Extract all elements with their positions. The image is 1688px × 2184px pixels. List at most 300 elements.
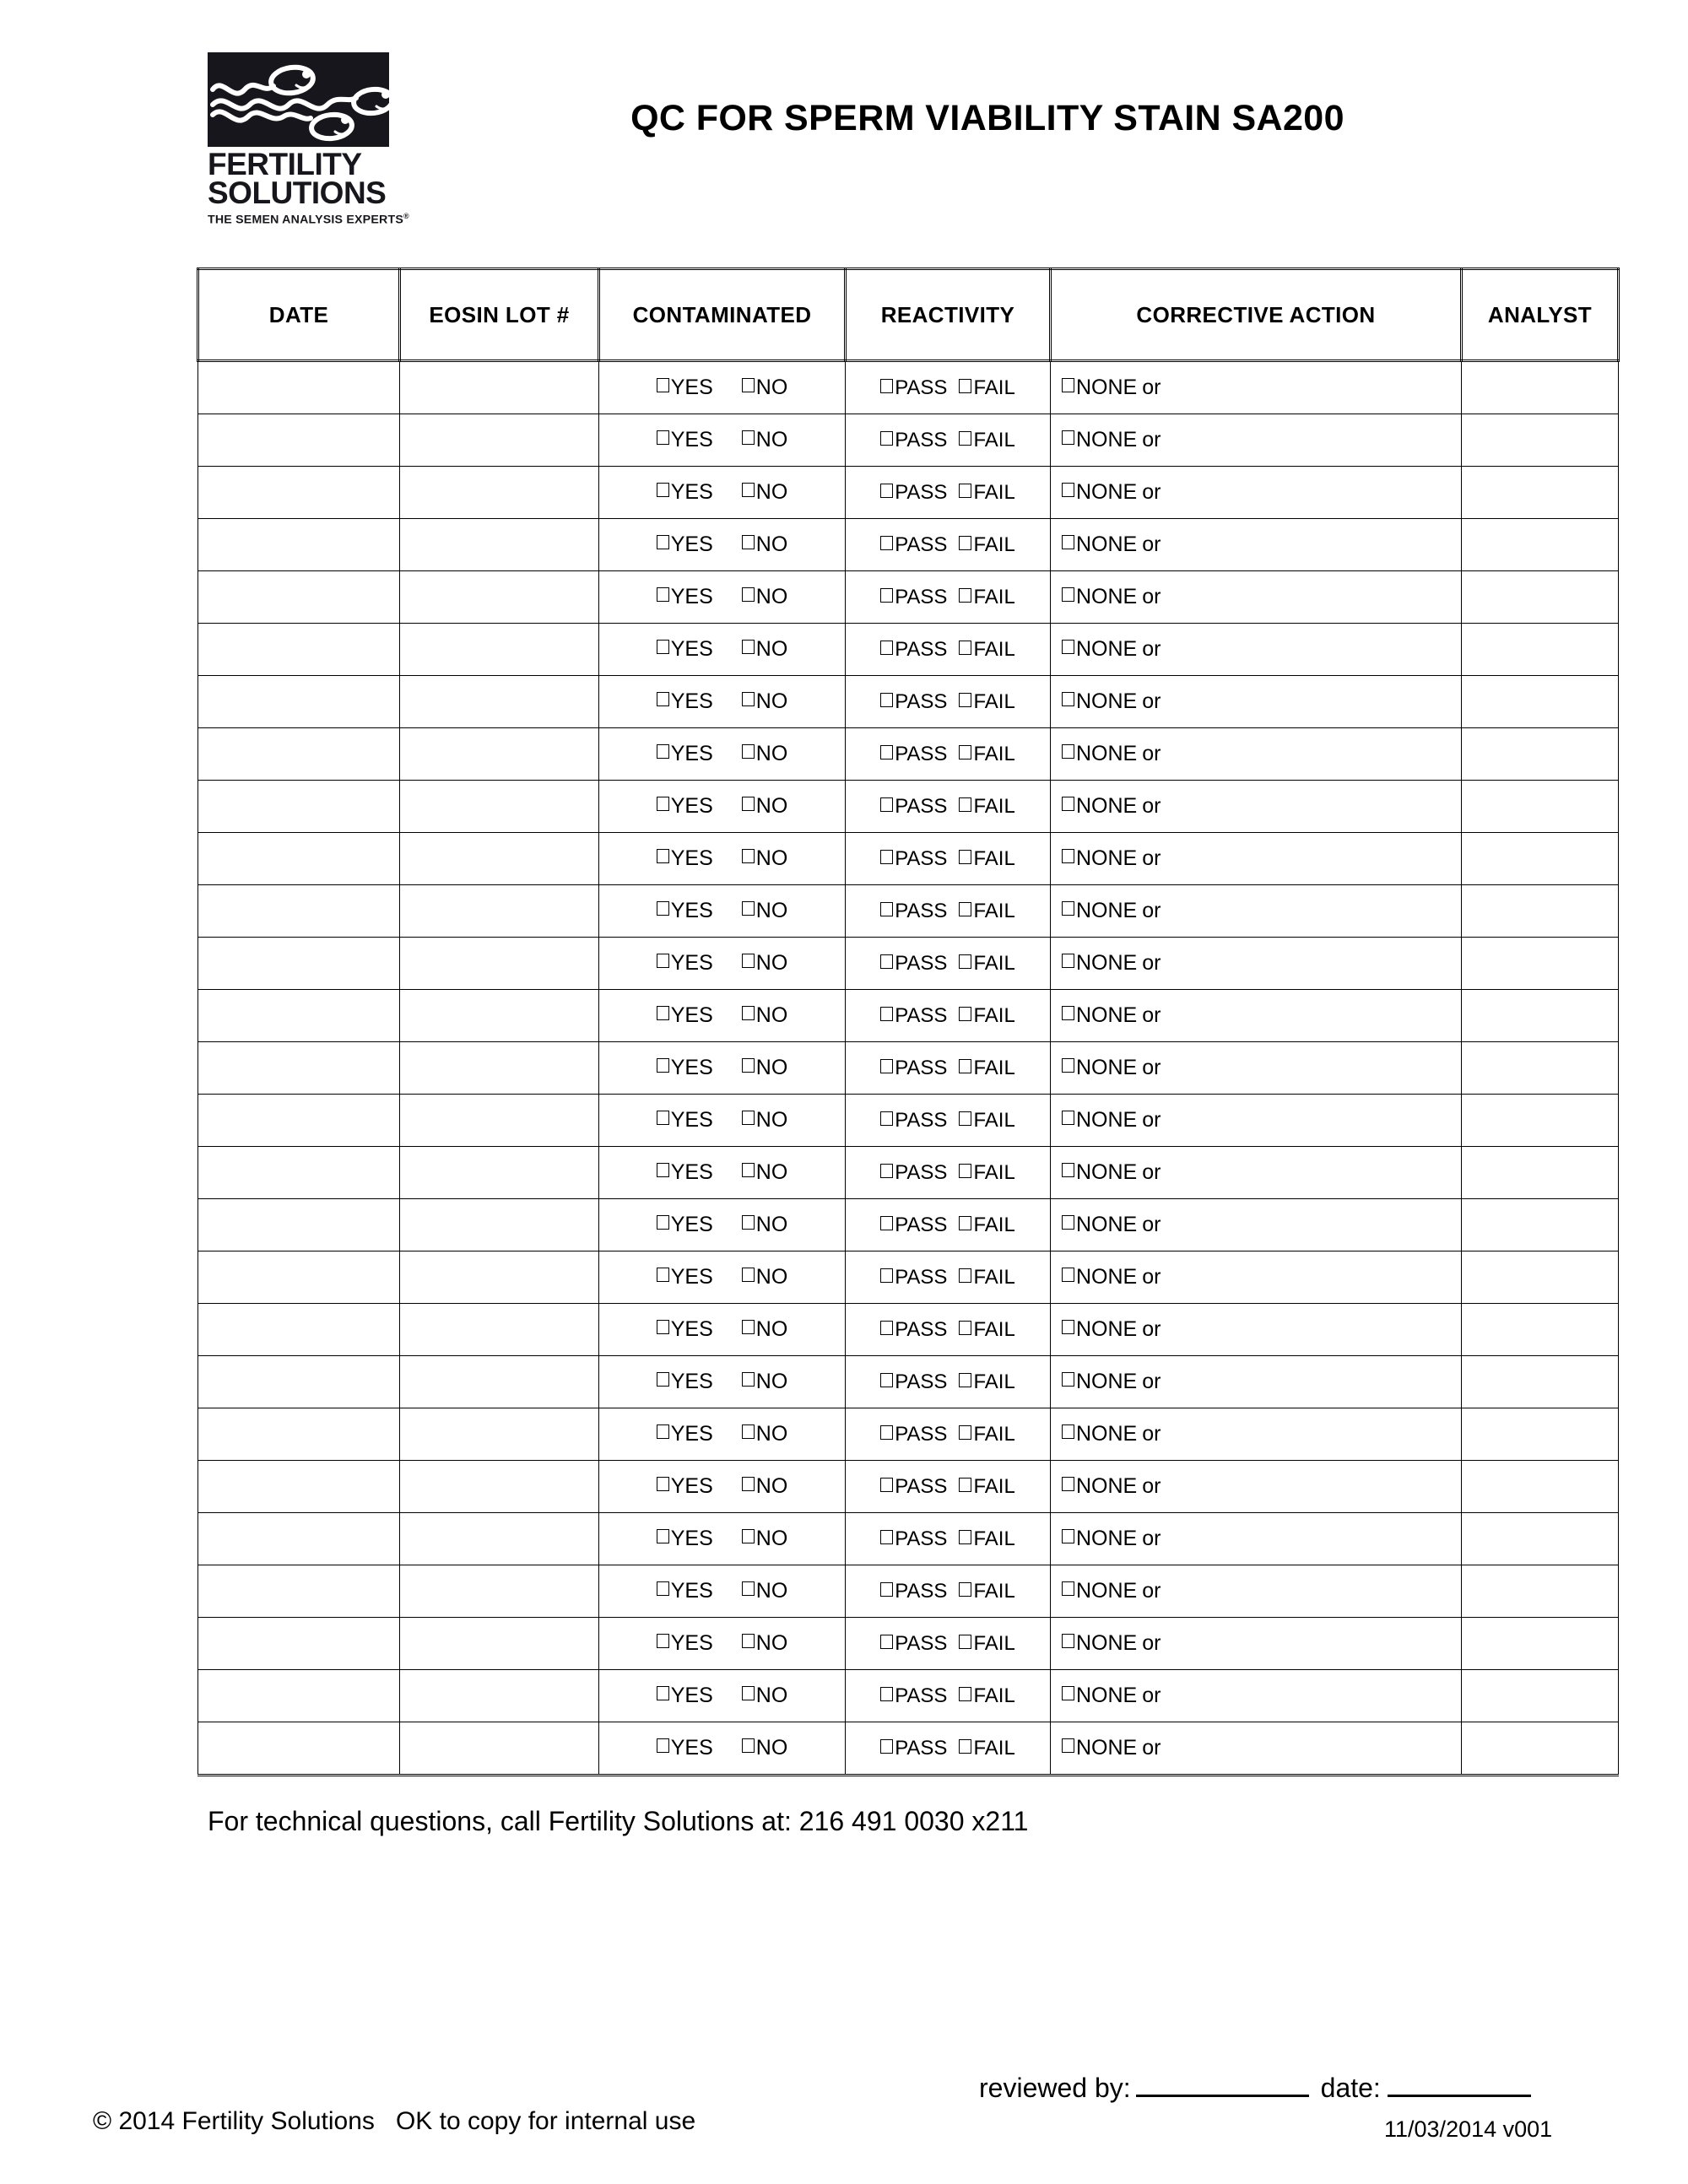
checkbox-icon[interactable] [959, 484, 971, 498]
reactivity-fail-option[interactable] [959, 1738, 1014, 1759]
checkbox-icon[interactable] [880, 379, 893, 393]
contaminated-yes-option[interactable] [657, 1057, 713, 1078]
checkbox-icon[interactable] [657, 1320, 669, 1334]
cell-eosin-lot[interactable] [400, 1304, 599, 1356]
corrective-action-none-option[interactable] [1062, 796, 1137, 817]
checkbox-icon[interactable] [657, 430, 669, 445]
cell-date[interactable] [198, 1408, 400, 1461]
checkbox-icon[interactable] [657, 1006, 669, 1020]
checkbox-icon[interactable] [742, 535, 755, 549]
cell-analyst[interactable] [1462, 571, 1619, 624]
checkbox-icon[interactable] [1062, 1634, 1074, 1648]
reactivity-pass-option[interactable] [880, 587, 947, 608]
cell-corrective-action[interactable] [1051, 1095, 1462, 1147]
cell-corrective-action[interactable] [1051, 1408, 1462, 1461]
contaminated-no-option[interactable] [742, 639, 788, 660]
cell-date[interactable] [198, 1356, 400, 1408]
cell-analyst[interactable] [1462, 1513, 1619, 1565]
contaminated-no-option[interactable] [742, 534, 788, 555]
checkbox-icon[interactable] [880, 1582, 893, 1597]
checkbox-icon[interactable] [742, 1686, 755, 1700]
contaminated-no-option[interactable] [742, 796, 788, 817]
checkbox-icon[interactable] [657, 901, 669, 916]
corrective-action-none-option[interactable] [1062, 900, 1137, 922]
cell-date[interactable] [198, 1199, 400, 1251]
cell-corrective-action[interactable] [1051, 1199, 1462, 1251]
corrective-action-none-option[interactable] [1062, 743, 1137, 765]
cell-analyst[interactable] [1462, 1199, 1619, 1251]
contaminated-no-option[interactable] [742, 482, 788, 503]
corrective-action-none-option[interactable] [1062, 1005, 1137, 1026]
reactivity-fail-option[interactable] [959, 1160, 1015, 1184]
checkbox-icon[interactable] [742, 1372, 755, 1387]
reactivity-pass-option[interactable] [880, 1265, 948, 1289]
checkbox-icon[interactable] [880, 1268, 893, 1283]
reactivity-pass-option[interactable] [880, 378, 947, 398]
cell-corrective-action[interactable] [1051, 1147, 1462, 1199]
cell-date[interactable] [198, 728, 400, 781]
contaminated-no-option[interactable] [742, 1476, 788, 1497]
checkbox-icon[interactable] [959, 1059, 971, 1073]
checkbox-icon[interactable] [742, 1058, 755, 1073]
cell-corrective-action[interactable] [1051, 1042, 1462, 1095]
contaminated-yes-option[interactable] [657, 377, 713, 398]
corrective-action-none-option[interactable] [1062, 1319, 1137, 1340]
checkbox-icon[interactable] [880, 484, 893, 498]
corrective-action-none-option[interactable] [1062, 534, 1137, 555]
checkbox-icon[interactable] [1062, 1529, 1074, 1543]
cell-corrective-action[interactable] [1051, 414, 1462, 467]
checkbox-icon[interactable] [742, 797, 755, 811]
corrective-action-none-option[interactable] [1062, 1267, 1137, 1288]
cell-date[interactable] [198, 571, 400, 624]
checkbox-icon[interactable] [742, 1111, 755, 1125]
contaminated-no-option[interactable] [742, 1633, 788, 1654]
checkbox-icon[interactable] [880, 1164, 893, 1178]
cell-eosin-lot[interactable] [400, 1565, 599, 1618]
reactivity-pass-option[interactable] [880, 480, 948, 504]
checkbox-icon[interactable] [959, 379, 971, 393]
checkbox-icon[interactable] [959, 1635, 971, 1649]
contaminated-yes-option[interactable] [657, 1371, 713, 1392]
reactivity-pass-option[interactable] [880, 1317, 948, 1341]
checkbox-icon[interactable] [657, 1581, 669, 1596]
reactivity-pass-option[interactable] [880, 1631, 948, 1655]
cell-corrective-action[interactable] [1051, 519, 1462, 571]
checkbox-icon[interactable] [1062, 1163, 1074, 1177]
contaminated-yes-option[interactable] [657, 1476, 713, 1497]
checkbox-icon[interactable] [959, 1164, 971, 1178]
checkbox-icon[interactable] [880, 745, 893, 760]
reactivity-fail-option[interactable] [959, 1474, 1015, 1498]
cell-date[interactable] [198, 1618, 400, 1670]
corrective-action-none-option[interactable] [1062, 1424, 1137, 1445]
checkbox-icon[interactable] [880, 1739, 893, 1754]
cell-date[interactable] [198, 1042, 400, 1095]
checkbox-icon[interactable] [742, 430, 755, 445]
checkbox-icon[interactable] [657, 1477, 669, 1491]
checkbox-icon[interactable] [742, 1215, 755, 1230]
cell-eosin-lot[interactable] [400, 1513, 599, 1565]
contaminated-yes-option[interactable] [657, 1319, 713, 1340]
cell-date[interactable] [198, 624, 400, 676]
corrective-action-none-option[interactable] [1062, 430, 1137, 451]
checkbox-icon[interactable] [959, 1268, 971, 1283]
reactivity-pass-option[interactable] [880, 430, 947, 451]
contaminated-yes-option[interactable] [657, 587, 713, 608]
reactivity-pass-option[interactable] [880, 532, 948, 556]
contaminated-no-option[interactable] [742, 1371, 788, 1392]
checkbox-icon[interactable] [657, 535, 669, 549]
corrective-action-none-option[interactable] [1062, 377, 1137, 398]
checkbox-icon[interactable] [742, 1738, 755, 1753]
contaminated-no-option[interactable] [742, 743, 788, 765]
review-date-blank[interactable] [1388, 2095, 1531, 2097]
reactivity-fail-option[interactable] [959, 689, 1015, 713]
cell-eosin-lot[interactable] [400, 1251, 599, 1304]
contaminated-yes-option[interactable] [657, 482, 713, 503]
checkbox-icon[interactable] [657, 849, 669, 863]
contaminated-no-option[interactable] [742, 1738, 788, 1759]
reactivity-fail-option[interactable] [959, 430, 1014, 451]
checkbox-icon[interactable] [657, 483, 669, 497]
cell-date[interactable] [198, 1147, 400, 1199]
reactivity-pass-option[interactable] [880, 1160, 948, 1184]
cell-date[interactable] [198, 676, 400, 728]
cell-date[interactable] [198, 519, 400, 571]
cell-eosin-lot[interactable] [400, 885, 599, 938]
contaminated-no-option[interactable] [742, 1057, 788, 1078]
checkbox-icon[interactable] [742, 692, 755, 706]
checkbox-icon[interactable] [657, 587, 669, 602]
contaminated-no-option[interactable] [742, 1162, 788, 1183]
checkbox-icon[interactable] [959, 850, 971, 864]
cell-eosin-lot[interactable] [400, 1408, 599, 1461]
checkbox-icon[interactable] [959, 431, 971, 446]
contaminated-yes-option[interactable] [657, 1110, 713, 1131]
checkbox-icon[interactable] [959, 1373, 971, 1387]
checkbox-icon[interactable] [742, 1477, 755, 1491]
contaminated-yes-option[interactable] [657, 1633, 713, 1654]
reactivity-fail-option[interactable] [959, 1317, 1015, 1341]
cell-corrective-action[interactable] [1051, 1304, 1462, 1356]
reactivity-fail-option[interactable] [959, 1058, 1014, 1078]
reactivity-fail-option[interactable] [959, 1108, 1015, 1132]
checkbox-icon[interactable] [880, 1635, 893, 1649]
checkbox-icon[interactable] [657, 954, 669, 968]
checkbox-icon[interactable] [742, 640, 755, 654]
cell-date[interactable] [198, 1461, 400, 1513]
checkbox-icon[interactable] [742, 378, 755, 392]
cell-corrective-action[interactable] [1051, 1565, 1462, 1618]
cell-analyst[interactable] [1462, 990, 1619, 1042]
checkbox-icon[interactable] [880, 536, 893, 550]
cell-date[interactable] [198, 1670, 400, 1722]
corrective-action-none-option[interactable] [1062, 1738, 1137, 1759]
cell-date[interactable] [198, 1304, 400, 1356]
contaminated-yes-option[interactable] [657, 1267, 713, 1288]
checkbox-icon[interactable] [1062, 640, 1074, 654]
checkbox-icon[interactable] [742, 483, 755, 497]
cell-analyst[interactable] [1462, 1670, 1619, 1722]
cell-eosin-lot[interactable] [400, 1461, 599, 1513]
checkbox-icon[interactable] [959, 693, 971, 707]
checkbox-icon[interactable] [1062, 378, 1074, 392]
checkbox-icon[interactable] [1062, 535, 1074, 549]
checkbox-icon[interactable] [880, 1687, 893, 1701]
cell-analyst[interactable] [1462, 1304, 1619, 1356]
contaminated-yes-option[interactable] [657, 1738, 713, 1759]
checkbox-icon[interactable] [657, 1738, 669, 1753]
checkbox-icon[interactable] [1062, 1320, 1074, 1334]
checkbox-icon[interactable] [959, 1582, 971, 1597]
checkbox-icon[interactable] [880, 1373, 893, 1387]
contaminated-yes-option[interactable] [657, 1005, 713, 1026]
cell-corrective-action[interactable] [1051, 467, 1462, 519]
checkbox-icon[interactable] [1062, 1738, 1074, 1753]
cell-corrective-action[interactable] [1051, 885, 1462, 938]
checkbox-icon[interactable] [742, 1006, 755, 1020]
cell-date[interactable] [198, 467, 400, 519]
reactivity-fail-option[interactable] [959, 378, 1014, 398]
cell-corrective-action[interactable] [1051, 1722, 1462, 1776]
cell-analyst[interactable] [1462, 519, 1619, 571]
checkbox-icon[interactable] [657, 692, 669, 706]
checkbox-icon[interactable] [742, 1634, 755, 1648]
cell-analyst[interactable] [1462, 361, 1619, 414]
checkbox-icon[interactable] [959, 1425, 971, 1440]
cell-date[interactable] [198, 833, 400, 885]
cell-analyst[interactable] [1462, 676, 1619, 728]
corrective-action-none-option[interactable] [1062, 1581, 1137, 1602]
checkbox-icon[interactable] [1062, 1006, 1074, 1020]
cell-eosin-lot[interactable] [400, 1042, 599, 1095]
checkbox-icon[interactable] [657, 1163, 669, 1177]
checkbox-icon[interactable] [742, 587, 755, 602]
contaminated-yes-option[interactable] [657, 900, 713, 922]
checkbox-icon[interactable] [742, 849, 755, 863]
contaminated-yes-option[interactable] [657, 953, 713, 974]
contaminated-yes-option[interactable] [657, 796, 713, 817]
checkbox-icon[interactable] [1062, 849, 1074, 863]
checkbox-icon[interactable] [1062, 1058, 1074, 1073]
checkbox-icon[interactable] [880, 641, 893, 655]
reactivity-fail-option[interactable] [959, 1424, 1014, 1445]
cell-eosin-lot[interactable] [400, 728, 599, 781]
checkbox-icon[interactable] [959, 954, 971, 969]
reactivity-pass-option[interactable] [880, 1529, 947, 1549]
reactivity-pass-option[interactable] [880, 1058, 947, 1078]
contaminated-no-option[interactable] [742, 1110, 788, 1131]
corrective-action-none-option[interactable] [1062, 639, 1137, 660]
cell-analyst[interactable] [1462, 1095, 1619, 1147]
checkbox-icon[interactable] [1062, 1372, 1074, 1387]
contaminated-no-option[interactable] [742, 1267, 788, 1288]
reactivity-fail-option[interactable] [959, 744, 1014, 765]
reactivity-pass-option[interactable] [880, 1003, 948, 1027]
checkbox-icon[interactable] [880, 1530, 893, 1544]
contaminated-no-option[interactable] [742, 848, 788, 869]
cell-analyst[interactable] [1462, 1356, 1619, 1408]
checkbox-icon[interactable] [880, 902, 893, 916]
corrective-action-none-option[interactable] [1062, 1162, 1137, 1183]
reactivity-fail-option[interactable] [959, 901, 1014, 922]
cell-corrective-action[interactable] [1051, 1670, 1462, 1722]
checkbox-icon[interactable] [959, 1739, 971, 1754]
reactivity-fail-option[interactable] [959, 532, 1015, 556]
checkbox-icon[interactable] [742, 1581, 755, 1596]
checkbox-icon[interactable] [742, 1529, 755, 1543]
checkbox-icon[interactable] [1062, 1268, 1074, 1282]
checkbox-icon[interactable] [657, 1372, 669, 1387]
corrective-action-none-option[interactable] [1062, 1476, 1137, 1497]
cell-corrective-action[interactable] [1051, 361, 1462, 414]
checkbox-icon[interactable] [1062, 1111, 1074, 1125]
cell-date[interactable] [198, 1095, 400, 1147]
reactivity-fail-option[interactable] [959, 1529, 1014, 1549]
contaminated-yes-option[interactable] [657, 534, 713, 555]
checkbox-icon[interactable] [959, 536, 971, 550]
cell-analyst[interactable] [1462, 1408, 1619, 1461]
reactivity-fail-option[interactable] [959, 1215, 1014, 1235]
cell-analyst[interactable] [1462, 781, 1619, 833]
checkbox-icon[interactable] [880, 431, 893, 446]
checkbox-icon[interactable] [657, 1111, 669, 1125]
contaminated-no-option[interactable] [742, 691, 788, 712]
contaminated-yes-option[interactable] [657, 1162, 713, 1183]
corrective-action-none-option[interactable] [1062, 1685, 1137, 1706]
contaminated-no-option[interactable] [742, 1319, 788, 1340]
contaminated-no-option[interactable] [742, 430, 788, 451]
checkbox-icon[interactable] [959, 797, 971, 812]
cell-corrective-action[interactable] [1051, 1251, 1462, 1304]
checkbox-icon[interactable] [880, 693, 893, 707]
reactivity-fail-option[interactable] [959, 951, 1015, 975]
checkbox-icon[interactable] [880, 850, 893, 864]
checkbox-icon[interactable] [959, 1111, 971, 1126]
cell-date[interactable] [198, 990, 400, 1042]
checkbox-icon[interactable] [657, 797, 669, 811]
checkbox-icon[interactable] [1062, 954, 1074, 968]
checkbox-icon[interactable] [959, 1530, 971, 1544]
corrective-action-none-option[interactable] [1062, 691, 1137, 712]
reactivity-fail-option[interactable] [959, 587, 1014, 608]
checkbox-icon[interactable] [880, 1007, 893, 1021]
cell-analyst[interactable] [1462, 938, 1619, 990]
checkbox-icon[interactable] [880, 797, 893, 812]
checkbox-icon[interactable] [959, 1478, 971, 1492]
cell-analyst[interactable] [1462, 414, 1619, 467]
cell-analyst[interactable] [1462, 467, 1619, 519]
checkbox-icon[interactable] [959, 902, 971, 916]
reactivity-fail-option[interactable] [959, 1003, 1015, 1027]
checkbox-icon[interactable] [880, 1321, 893, 1335]
reactivity-pass-option[interactable] [880, 951, 948, 975]
checkbox-icon[interactable] [742, 1424, 755, 1439]
reactivity-fail-option[interactable] [959, 637, 1015, 661]
reactivity-pass-option[interactable] [880, 1108, 948, 1132]
cell-eosin-lot[interactable] [400, 833, 599, 885]
checkbox-icon[interactable] [880, 1478, 893, 1492]
checkbox-icon[interactable] [1062, 797, 1074, 811]
cell-eosin-lot[interactable] [400, 361, 599, 414]
contaminated-no-option[interactable] [742, 1528, 788, 1549]
cell-corrective-action[interactable] [1051, 1461, 1462, 1513]
cell-analyst[interactable] [1462, 1251, 1619, 1304]
checkbox-icon[interactable] [1062, 1215, 1074, 1230]
contaminated-yes-option[interactable] [657, 430, 713, 451]
cell-corrective-action[interactable] [1051, 833, 1462, 885]
contaminated-no-option[interactable] [742, 1005, 788, 1026]
checkbox-icon[interactable] [1062, 430, 1074, 445]
corrective-action-none-option[interactable] [1062, 953, 1137, 974]
cell-date[interactable] [198, 1565, 400, 1618]
cell-eosin-lot[interactable] [400, 1095, 599, 1147]
cell-corrective-action[interactable] [1051, 624, 1462, 676]
cell-analyst[interactable] [1462, 1618, 1619, 1670]
reactivity-fail-option[interactable] [959, 1265, 1015, 1289]
cell-eosin-lot[interactable] [400, 990, 599, 1042]
contaminated-no-option[interactable] [742, 377, 788, 398]
cell-analyst[interactable] [1462, 885, 1619, 938]
cell-date[interactable] [198, 1513, 400, 1565]
reactivity-fail-option[interactable] [959, 846, 1015, 870]
cell-corrective-action[interactable] [1051, 1513, 1462, 1565]
reactivity-fail-option[interactable] [959, 480, 1015, 504]
cell-analyst[interactable] [1462, 1722, 1619, 1776]
contaminated-no-option[interactable] [742, 1685, 788, 1706]
cell-eosin-lot[interactable] [400, 1356, 599, 1408]
cell-eosin-lot[interactable] [400, 781, 599, 833]
cell-eosin-lot[interactable] [400, 467, 599, 519]
checkbox-icon[interactable] [880, 1059, 893, 1073]
checkbox-icon[interactable] [959, 1216, 971, 1230]
corrective-action-none-option[interactable] [1062, 1214, 1137, 1235]
checkbox-icon[interactable] [880, 1111, 893, 1126]
cell-eosin-lot[interactable] [400, 519, 599, 571]
checkbox-icon[interactable] [1062, 1581, 1074, 1596]
corrective-action-none-option[interactable] [1062, 587, 1137, 608]
contaminated-no-option[interactable] [742, 1581, 788, 1602]
checkbox-icon[interactable] [742, 954, 755, 968]
checkbox-icon[interactable] [959, 1687, 971, 1701]
reactivity-fail-option[interactable] [959, 1686, 1014, 1706]
contaminated-no-option[interactable] [742, 953, 788, 974]
checkbox-icon[interactable] [657, 1634, 669, 1648]
checkbox-icon[interactable] [880, 1425, 893, 1440]
contaminated-yes-option[interactable] [657, 691, 713, 712]
checkbox-icon[interactable] [657, 744, 669, 759]
contaminated-yes-option[interactable] [657, 743, 713, 765]
checkbox-icon[interactable] [1062, 744, 1074, 759]
checkbox-icon[interactable] [657, 1215, 669, 1230]
contaminated-no-option[interactable] [742, 900, 788, 922]
cell-date[interactable] [198, 781, 400, 833]
checkbox-icon[interactable] [742, 1320, 755, 1334]
corrective-action-none-option[interactable] [1062, 1057, 1137, 1078]
checkbox-icon[interactable] [742, 901, 755, 916]
reactivity-pass-option[interactable] [880, 1424, 947, 1445]
cell-corrective-action[interactable] [1051, 728, 1462, 781]
contaminated-no-option[interactable] [742, 1214, 788, 1235]
checkbox-icon[interactable] [1062, 901, 1074, 916]
checkbox-icon[interactable] [880, 588, 893, 603]
reactivity-fail-option[interactable] [959, 1372, 1014, 1392]
reactivity-pass-option[interactable] [880, 794, 948, 818]
reactivity-pass-option[interactable] [880, 1738, 947, 1759]
contaminated-yes-option[interactable] [657, 1214, 713, 1235]
cell-date[interactable] [198, 361, 400, 414]
